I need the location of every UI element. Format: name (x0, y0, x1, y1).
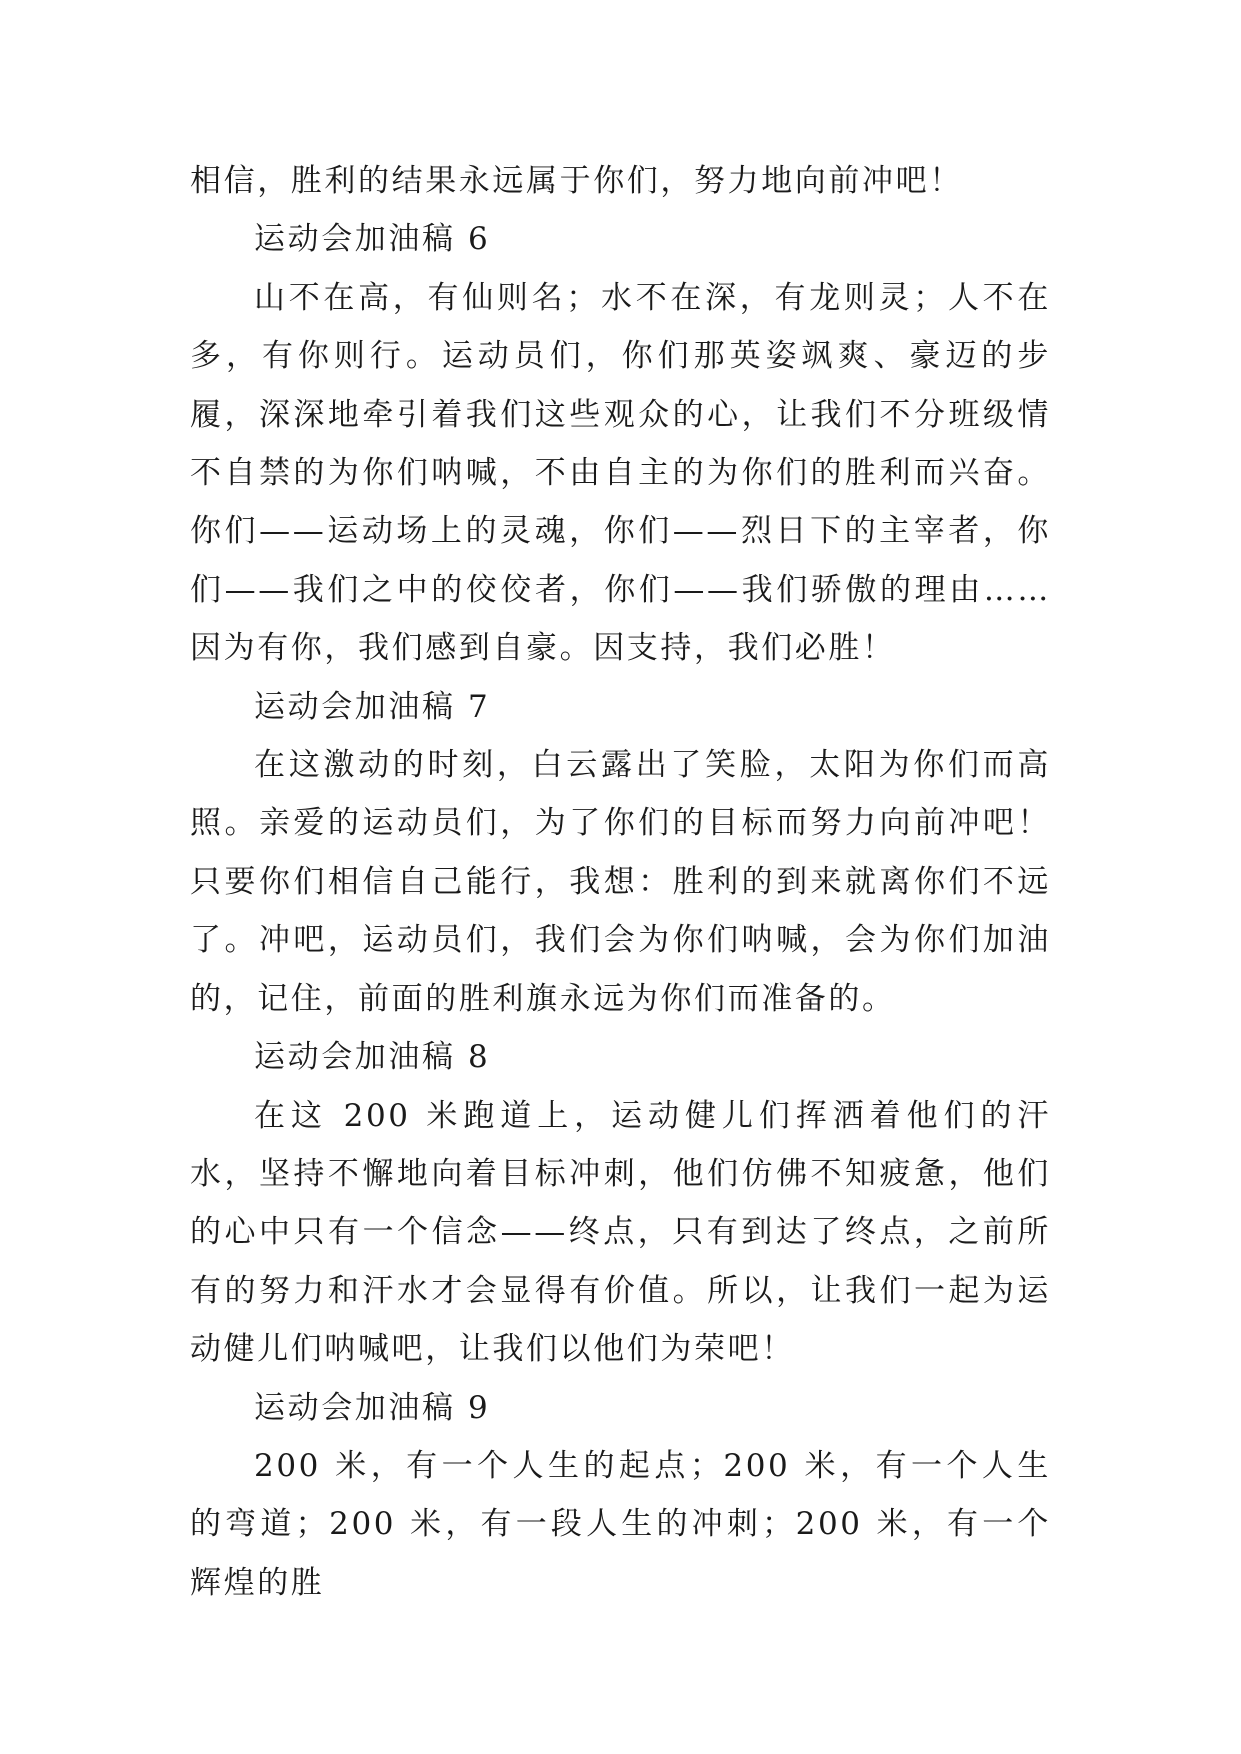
document-body (190, 152, 1051, 1612)
section-heading-6: 运动会加油稿 6 (254, 221, 491, 258)
paragraph-7: 在这激动的时刻，白云露出了笑脸，太阳为你们而高照。亲爱的运动员们，为了你们的目标而努力向前冲吧！只要你们相信自己能行，我想：胜利的到来就离你们不远了。冲吧，运动员们，我们会为你们呐喊，会为你们加油的，记住，前面的胜利旗永远为你们而准备的。 (190, 747, 1051, 1017)
paragraph-8: 在这 200 米跑道上，运动健儿们挥洒着他们的汗水，坚持不懈地向着目标冲刺，他们仿佛不知疲惫，他们的心中只有一个信念——终点，只有到达了终点，之前所有的努力和汗水才会显得有价值。所以，让我们一起为运动健儿们呐喊吧，让我们以他们为荣吧！ (190, 1097, 1051, 1368)
paragraph-continuation: 相信，胜利的结果永远属于你们，努力地向前冲吧！ (190, 163, 963, 199)
paragraph-6: 山不在高，有仙则名；水不在深，有龙则灵；人不在多，有你则行。运动员们，你们那英姿飒爽、豪迈的步履，深深地牵引着我们这些观众的心，让我们不分班级情不自禁的为你们呐喊，不由自主的为你们的胜利而兴奋。你们——运动场上的灵魂，你们——烈日下的主宰者，你们——我们之中的佼佼者，你们——我们骄傲的理由……因为有你，我们感到自豪。因支持，我们必胜！ (190, 279, 1051, 667)
section-heading-8: 运动会加油稿 8 (254, 1039, 491, 1076)
section-heading-7: 运动会加油稿 7 (254, 688, 491, 725)
section-heading-9: 运动会加油稿 9 (254, 1389, 491, 1426)
paragraph-9: 200 米，有一个人生的起点；200 米，有一个人生的弯道；200 米，有一段人生的冲刺；200 米，有一个辉煌的胜 (190, 1447, 1051, 1601)
